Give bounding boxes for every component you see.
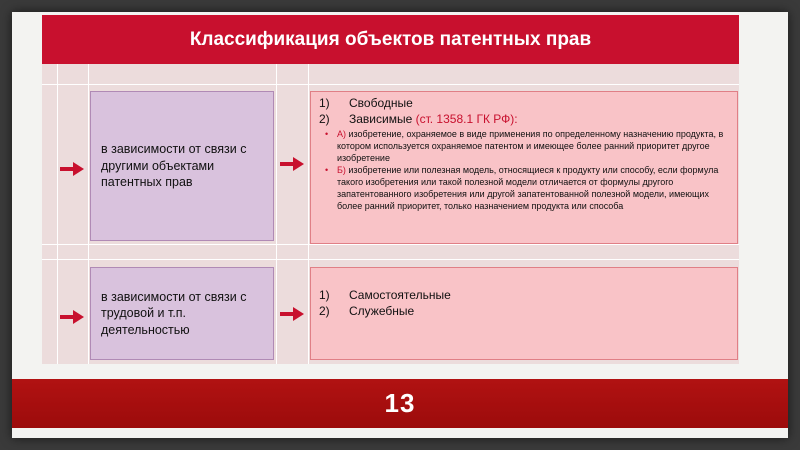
arrow-right-icon	[280, 159, 304, 169]
dependent-bullets	[319, 129, 729, 213]
types-box-1	[310, 91, 738, 244]
bullet-item: • Б) изобретение или полезная модель, относящиеся к продукту или способу, если формула такого изобретения или такой полезной модели отличается от формулы другого запатентованного изобретения или другой запатентованной полезной модели, имеющих более ранний приоритет, только назначением продукта или способа	[323, 165, 729, 213]
list-item: 1) Самостоятельные	[319, 287, 451, 302]
arrow-right-icon	[280, 309, 304, 319]
grid-line	[42, 259, 739, 260]
criterion-box-1	[90, 91, 274, 241]
arrow-right-icon	[60, 164, 84, 174]
list-item: 1) Свободные	[319, 96, 413, 110]
list-item: 2) Служебные	[319, 303, 415, 318]
list-item: 2) Зависимые (ст. 1358.1 ГК РФ):	[319, 111, 518, 126]
arrow-right-icon	[60, 312, 84, 322]
grid-line	[276, 64, 277, 364]
grid-line	[42, 244, 739, 245]
slide	[12, 12, 788, 438]
law-reference: (ст. 1358.1 ГК РФ):	[415, 111, 518, 126]
criterion-text-2: в зависимости от связи с трудовой и т.п. деятельностью	[101, 289, 247, 337]
criterion-text-1: в зависимости от связи с другими объектами патентных прав	[101, 142, 247, 190]
slide-title	[42, 15, 739, 64]
bullet-item: • А) изобретение, охраняемое в виде применения по определенному назначению продукта, в котором используется охраняемое патентом и имеющее более ранний приоритет другое изобретение	[323, 129, 729, 165]
page-number: 13	[384, 388, 416, 418]
grid-line	[88, 64, 89, 364]
grid-line	[42, 84, 739, 85]
grid-line	[308, 64, 309, 364]
classification-table	[42, 64, 739, 364]
grid-line	[57, 64, 58, 364]
criterion-box-2	[90, 267, 274, 360]
slide-title-text: Классификация объектов патентных прав	[189, 28, 592, 50]
types-box-2	[310, 267, 738, 360]
